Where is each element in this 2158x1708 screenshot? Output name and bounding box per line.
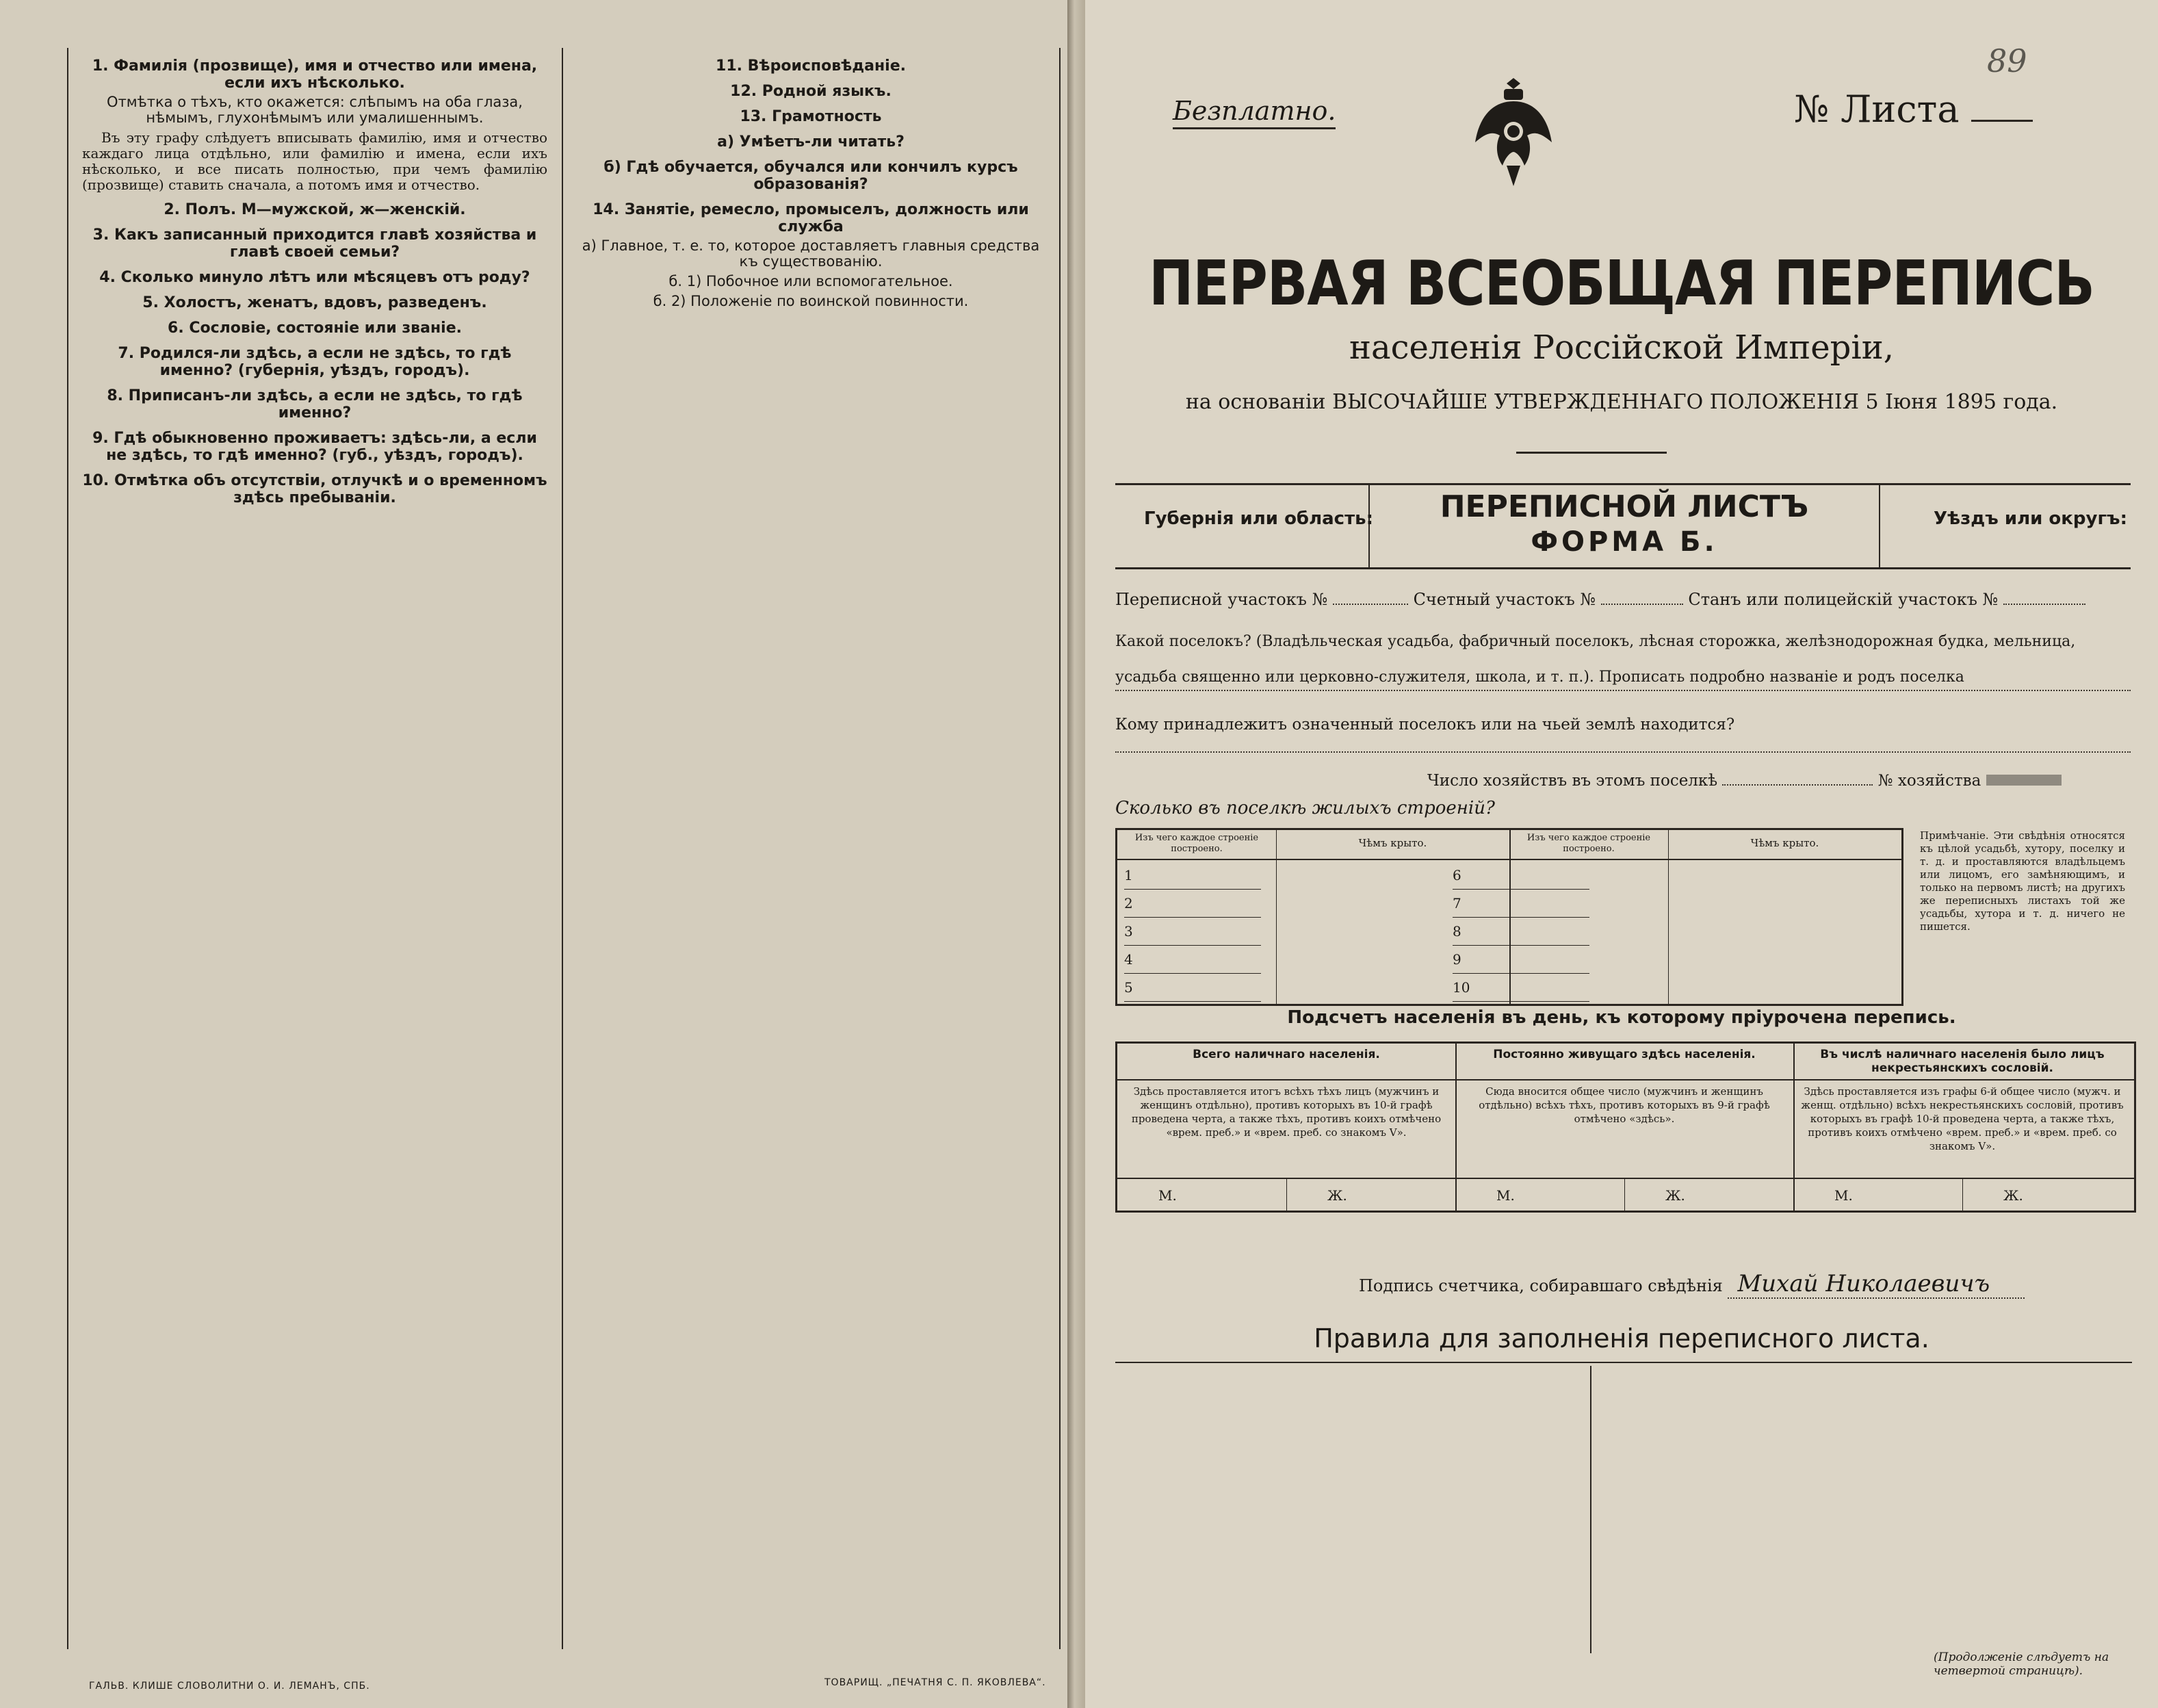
building-row-number: 8 bbox=[1453, 918, 1589, 946]
count-col-head: Всего наличнаго населенія. bbox=[1193, 1048, 1380, 1061]
left-border bbox=[67, 48, 68, 1649]
section-heading: 12. Родной языкъ. bbox=[730, 83, 892, 100]
footer-left: ГАЛЬВ. КЛИШЕ СЛОВОЛИТНИ О. И. ЛЕМАНЪ, СПБ. bbox=[89, 1681, 370, 1692]
form-header-box bbox=[1115, 483, 2131, 569]
female-cell-label: Ж. bbox=[1327, 1187, 1347, 1204]
households-label: Число хозяйствъ въ этомъ поселкѣ bbox=[1427, 772, 1718, 790]
count-col-body: Сюда вносится общее число (мужчинъ и женщинъ отдѣльно) всѣхъ тѣхъ, противъ которыхъ въ 9-й графѣ отмѣчено «здѣсь». bbox=[1479, 1085, 1770, 1125]
building-row-number: 1 bbox=[1124, 862, 1261, 890]
legal-basis: на основаніи ВЫСОЧАЙШЕ УТВЕРЖДЕННАГО ПОЛОЖЕНІЯ 5 Іюня 1895 года. bbox=[1185, 390, 2058, 414]
police-district-field bbox=[2003, 604, 2085, 605]
section-lead: Отмѣтка о тѣхъ, кто окажется: слѣпымъ на оба глаза, нѣмымъ, глухонѣмымъ или умалишеннымъ. bbox=[107, 94, 523, 126]
section-lead: б. 2) Положеніе по воинской повинности. bbox=[653, 293, 969, 309]
owner-question: Кому принадлежитъ означенный поселокъ или на чьей землѣ находится? bbox=[1115, 716, 1735, 734]
census-district-field bbox=[1333, 604, 1408, 605]
buildings-table bbox=[1115, 828, 1903, 1006]
population-count-table bbox=[1115, 1041, 2136, 1213]
building-row-number: 2 bbox=[1124, 890, 1261, 918]
margin-number: 89 bbox=[1987, 42, 2027, 79]
build-head-roof-left: Чѣмъ крыто. bbox=[1358, 837, 1427, 849]
section-heading: 6. Сословіе, состояніе или званіе. bbox=[168, 320, 462, 337]
form-title: ПЕРЕПИСНОЙ ЛИСТЪ bbox=[1440, 489, 1809, 524]
imperial-eagle-emblem bbox=[1472, 75, 1555, 192]
section-heading: 4. Сколько минуло лѣтъ или мѣсяцевъ отъ роду? bbox=[99, 269, 530, 286]
section-heading: 7. Родился-ли здѣсь, а если не здѣсь, то гдѣ именно? (губернія, уѣздъ, городъ). bbox=[118, 345, 512, 379]
book-gutter bbox=[1067, 0, 1085, 1708]
census-district-label: Переписной участокъ № bbox=[1115, 590, 1328, 609]
section-heading: 3. Какъ записанный приходится главѣ хозяйства и главѣ своей семьи? bbox=[92, 227, 537, 261]
build-rows-left bbox=[1124, 862, 1261, 1002]
continue-note: (Продолженіе слѣдуетъ на четвертой страницѣ). bbox=[1934, 1651, 2109, 1678]
count-col-head: Въ числѣ наличнаго населенія было лицъ некрестьянскихъ сословій. bbox=[1820, 1048, 2105, 1075]
section-lead: б. 1) Побочное или вспомогательное. bbox=[668, 273, 953, 289]
female-cell-label: Ж. bbox=[1665, 1187, 1685, 1204]
section-heading: 13. Грамотность bbox=[740, 108, 882, 125]
section-text: Въ эту графу слѣдуетъ вписывать фамилію, имя и отчество каждаго лица отдѣльно, или фамилію и имена, если ихъ нѣсколько, и все писать полностью, при чемъ фамилію (прозвище) ставить сначала, а потомъ имя и отчество. bbox=[82, 129, 547, 193]
footer-right: ТОВАРИЩ. „ПЕЧАТНЯ С. П. ЯКОВЛЕВА“. bbox=[824, 1677, 1046, 1688]
rules-title: Правила для заполненія переписного листа. bbox=[1314, 1323, 1929, 1354]
counter-signature: Михай Николаевичъ bbox=[1728, 1270, 2025, 1299]
building-row-number: 7 bbox=[1453, 890, 1589, 918]
count-title: Подсчетъ населенія въ день, къ которому пріурочена перепись. bbox=[1287, 1007, 1956, 1028]
building-row-number: 5 bbox=[1124, 974, 1261, 1002]
right-border bbox=[1059, 48, 1061, 1649]
count-district-label: Счетный участокъ № bbox=[1413, 590, 1596, 609]
instructions-column-1 bbox=[82, 49, 547, 509]
section-heading: б) Гдѣ обучается, обучался или кончилъ курсъ образованія? bbox=[603, 159, 1018, 193]
section-heading: 14. Занятіе, ремесло, промыселъ, должность или служба bbox=[593, 201, 1029, 235]
households-count bbox=[1427, 772, 2062, 790]
male-cell-label: М. bbox=[1496, 1187, 1515, 1204]
section-heading: 10. Отмѣтка объ отсутствіи, отлучкѣ и о временномъ здѣсь пребываніи. bbox=[82, 472, 547, 506]
signature-line bbox=[1359, 1270, 2025, 1299]
form-number: ФОРМА Б. bbox=[1531, 526, 1718, 558]
building-row-number: 3 bbox=[1124, 918, 1261, 946]
building-row-number: 9 bbox=[1453, 946, 1589, 974]
police-district-label: Станъ или полицейскій участокъ № bbox=[1688, 590, 1999, 609]
signature-label: Подпись счетчика, собиравшаго свѣдѣнія bbox=[1359, 1276, 1723, 1295]
section-heading: 2. Полъ. М—мужской, ж—женскій. bbox=[164, 201, 466, 218]
household-no-label: № хозяйства bbox=[1877, 772, 1981, 790]
building-row-number: 10 bbox=[1453, 974, 1589, 1002]
households-field bbox=[1722, 784, 1873, 786]
uezd-label: Уѣздъ или округъ: bbox=[1934, 508, 2127, 529]
document-subtitle: населенія Россійской Имперіи, bbox=[1349, 328, 1894, 367]
instructions-column-2 bbox=[575, 49, 1047, 313]
document-title: ПЕРВАЯ ВСЕОБЩАЯ ПЕРЕПИСЬ bbox=[1149, 248, 2094, 320]
count-col-body: Здѣсь проставляется изъ графы 6-й общее число (мужч. и женщ. отдѣльно) всѣхъ некрестьянскихъ сословій, противъ которыхъ въ графѣ 10-й проведена черта, а также тѣхъ, противъ коихъ отмѣчено «врем. преб.» и «врем. преб. со знакомъ V». bbox=[1801, 1085, 2124, 1152]
settlement-question: Какой поселокъ? (Владѣльческая усадьба, фабричный поселокъ, лѣсная сторожка, желѣзнодорожная будка, мельница, усадьба священно или церковно-служителя, школа, и т. п.). Прописать подробно названіе и родъ поселка bbox=[1115, 633, 2076, 686]
district-line bbox=[1115, 590, 2131, 609]
build-rows-right bbox=[1453, 862, 1589, 1002]
section-lead: а) Главное, т. е. то, которое доставляетъ главныя средства къ существованію. bbox=[582, 237, 1040, 270]
household-no-stamp bbox=[1986, 775, 2062, 786]
sheet-number-field bbox=[1971, 120, 2033, 122]
free-label: Безплатно. bbox=[1173, 96, 1336, 129]
count-col-body: Здѣсь проставляется итогъ всѣхъ тѣхъ лицъ (мужчинъ и женщинъ отдѣльно), противъ которыхъ въ 10-й графѣ проведена черта, а также тѣхъ, противъ коихъ отмѣчено «врем. преб.» и «врем. преб. со знакомъ V». bbox=[1131, 1085, 1442, 1139]
sheet-number bbox=[1794, 88, 2033, 131]
buildings-note: Примѣчаніе. Эти свѣдѣнія относятся къ цѣлой усадьбѣ, хутору, поселку и т. д. и проставляются владѣльцемъ или лицомъ, его замѣняющимъ, и только на первомъ листѣ; на другихъ же переписныхъ листахъ той же усадьбы, хутора и т. д. ничего не пишется. bbox=[1920, 829, 2125, 933]
build-head-material-right: Изъ чего каждое строеніе построено. bbox=[1526, 833, 1651, 854]
male-cell-label: М. bbox=[1158, 1187, 1177, 1204]
count-district-field bbox=[1601, 604, 1683, 605]
female-cell-label: Ж. bbox=[2003, 1187, 2023, 1204]
title-rule bbox=[1516, 452, 1667, 454]
section-heading: 9. Гдѣ обыкновенно проживаетъ: здѣсь-ли, а если не здѣсь, то гдѣ именно? (губ., уѣздъ, городъ). bbox=[92, 430, 537, 464]
section-heading: 11. Вѣроисповѣданіе. bbox=[716, 57, 906, 75]
build-head-material-left: Изъ чего каждое строеніе построено. bbox=[1134, 833, 1259, 854]
male-cell-label: М. bbox=[1834, 1187, 1853, 1204]
section-heading: 1. Фамилія (прозвище), имя и отчество или имена, если ихъ нѣсколько. bbox=[92, 57, 538, 92]
section-heading: 5. Холостъ, женатъ, вдовъ, разведенъ. bbox=[142, 294, 487, 311]
section-heading: а) Умѣетъ-ли читать? bbox=[717, 133, 905, 151]
gubernia-label: Губернія или область: bbox=[1144, 508, 1373, 529]
build-head-roof-right: Чѣмъ крыто. bbox=[1750, 837, 1819, 849]
building-row-number: 6 bbox=[1453, 862, 1589, 890]
column-divider bbox=[562, 48, 563, 1649]
building-row-number: 4 bbox=[1124, 946, 1261, 974]
census-form-page bbox=[1085, 0, 2158, 1708]
sheet-number-label: № Листа bbox=[1794, 88, 1960, 131]
instructions-page bbox=[0, 0, 1067, 1708]
section-heading: 8. Приписанъ-ли здѣсь, а если не здѣсь, то гдѣ именно? bbox=[107, 387, 523, 422]
count-col-head: Постоянно живущаго здѣсь населенія. bbox=[1493, 1048, 1756, 1061]
buildings-question: Сколько въ поселкѣ жилыхъ строеній? bbox=[1115, 798, 1495, 818]
